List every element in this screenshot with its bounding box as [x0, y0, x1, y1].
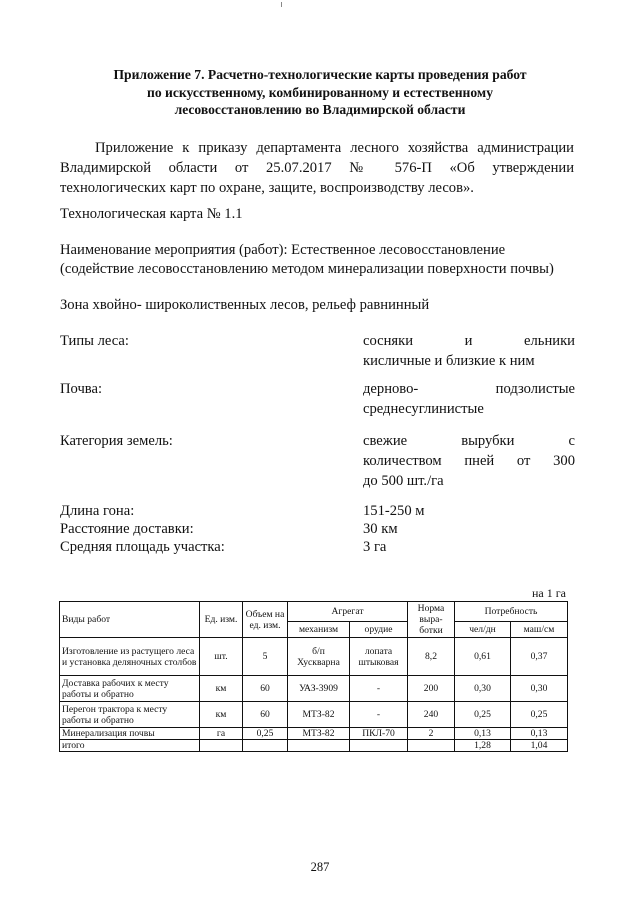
- cell-tool: -: [350, 702, 408, 728]
- cell-man-days: 0,25: [455, 702, 511, 728]
- cell-unit: км: [200, 676, 243, 702]
- cell-man-days: 0,13: [455, 728, 511, 740]
- soil-label: Почва:: [60, 381, 103, 397]
- cell-mechanism: МТЗ-82: [288, 702, 350, 728]
- value-line: сосняки и ельники: [363, 333, 575, 349]
- cell-mechanism: б/п Хускварна: [288, 638, 350, 676]
- header-man-days: чел/дн: [455, 622, 511, 638]
- header-work-type: Виды работ: [60, 602, 200, 638]
- cell-volume: 0,25: [243, 728, 288, 740]
- cell-machine-shifts: 0,13: [511, 728, 568, 740]
- cell-tool: -: [350, 676, 408, 702]
- cell-work: Изготовление из растущего леса и установка деляночных столбов: [60, 638, 200, 676]
- title-line: по искусственному, комбинированному и естественному: [147, 84, 493, 100]
- delivery-distance-value: [363, 519, 575, 539]
- header-unit: Ед. изм.: [200, 602, 243, 638]
- cell-norm: 240: [408, 702, 455, 728]
- value-line: до 500 шт./га: [363, 473, 444, 489]
- value-line: дерново- подзолистые: [363, 381, 575, 397]
- cell-mechanism: УАЗ-3909: [288, 676, 350, 702]
- value-line: 3 га: [363, 539, 387, 555]
- cell-mechanism: МТЗ-82: [288, 728, 350, 740]
- cell-norm: 2: [408, 728, 455, 740]
- value-line: свежие вырубки с: [363, 433, 575, 449]
- cell-empty: [288, 740, 350, 752]
- total-man-days: 1,28: [455, 740, 511, 752]
- cell-machine-shifts: 0,30: [511, 676, 568, 702]
- table-row: [60, 728, 568, 740]
- cell-volume: 60: [243, 676, 288, 702]
- zone-line: Зона хвойно- широколиственных лесов, рельеф равнинный: [60, 297, 430, 313]
- cell-unit: км: [200, 702, 243, 728]
- total-row: [60, 740, 568, 752]
- scan-mark: [281, 2, 282, 7]
- forest-type-label: Типы леса:: [60, 333, 129, 349]
- cell-volume: 5: [243, 638, 288, 676]
- page-number: 287: [310, 860, 330, 874]
- cell-tool: лопата штыковая: [350, 638, 408, 676]
- cell-unit: шт.: [200, 638, 243, 676]
- total-label: итого: [60, 740, 200, 752]
- title-line: лесовосстановлению во Владимирской области: [174, 102, 466, 117]
- cell-norm: 200: [408, 676, 455, 702]
- delivery-distance-label: Расстояние доставки:: [60, 521, 194, 537]
- cell-volume: 60: [243, 702, 288, 728]
- cell-tool: ПКЛ-70: [350, 728, 408, 740]
- value-line: 151-250 м: [363, 503, 425, 519]
- plot-area-value: [363, 537, 575, 557]
- value-line: 30 км: [363, 521, 398, 537]
- works-table: [59, 601, 568, 752]
- soil-value: [363, 379, 575, 419]
- unit-note: на 1 га: [532, 586, 566, 600]
- cell-work: Доставка рабочих к месту работы и обратно: [60, 676, 200, 702]
- land-category-value: [363, 431, 575, 491]
- intro-line: Приложение к приказу департамента лесного хозяйства администрации: [95, 140, 574, 156]
- cell-unit: га: [200, 728, 243, 740]
- header-unit-group: Агрегат: [288, 602, 408, 622]
- activity-line: (содействие лесовосстановлению методом минерализации поверхности почвы): [60, 261, 554, 277]
- activity-line: Наименование мероприятия (работ): Естественное лесовосстановление: [60, 242, 506, 258]
- cell-empty: [408, 740, 455, 752]
- land-category-label: Категория земель:: [60, 433, 173, 449]
- cell-man-days: 0,30: [455, 676, 511, 702]
- value-line: среднесуглинистые: [363, 401, 484, 417]
- card-number: Технологическая карта № 1.1: [60, 206, 243, 222]
- plot-area-label: Средняя площадь участка:: [60, 539, 225, 555]
- run-length-label: Длина гона:: [60, 503, 135, 519]
- cell-empty: [243, 740, 288, 752]
- run-length-value: [363, 501, 575, 521]
- cell-machine-shifts: 0,25: [511, 702, 568, 728]
- table-row: [60, 702, 568, 728]
- appendix-title: [70, 66, 570, 119]
- cell-empty: [200, 740, 243, 752]
- cell-empty: [350, 740, 408, 752]
- header-machine-shifts: маш/см: [511, 622, 568, 638]
- table-row: [60, 676, 568, 702]
- cell-man-days: 0,61: [455, 638, 511, 676]
- header-volume: Объем на ед. изм.: [243, 602, 288, 638]
- value-line: кисличные и близкие к ним: [363, 353, 535, 369]
- title-line: Приложение 7. Расчетно-технологические карты проведения работ: [113, 67, 527, 82]
- header-tool: орудие: [350, 622, 408, 638]
- value-line: количеством пней от 300: [363, 453, 575, 469]
- cell-work: Перегон трактора к месту работы и обратно: [60, 702, 200, 728]
- header-need: Потребность: [455, 602, 568, 622]
- table-row: [60, 638, 568, 676]
- intro-paragraph: [60, 138, 574, 198]
- header-mechanism: механизм: [288, 622, 350, 638]
- header-norm: Норма выра-ботки: [408, 602, 455, 638]
- forest-type-value: [363, 331, 575, 371]
- cell-machine-shifts: 0,37: [511, 638, 568, 676]
- intro-line: Владимирской области от 25.07.2017 № 576-П «Об утверждении: [60, 160, 574, 176]
- cell-norm: 8,2: [408, 638, 455, 676]
- cell-work: Минерализация почвы: [60, 728, 200, 740]
- total-machine-shifts: 1,04: [511, 740, 568, 752]
- intro-line: технологических карт по охране, защите, воспроизводству лесов».: [60, 180, 474, 196]
